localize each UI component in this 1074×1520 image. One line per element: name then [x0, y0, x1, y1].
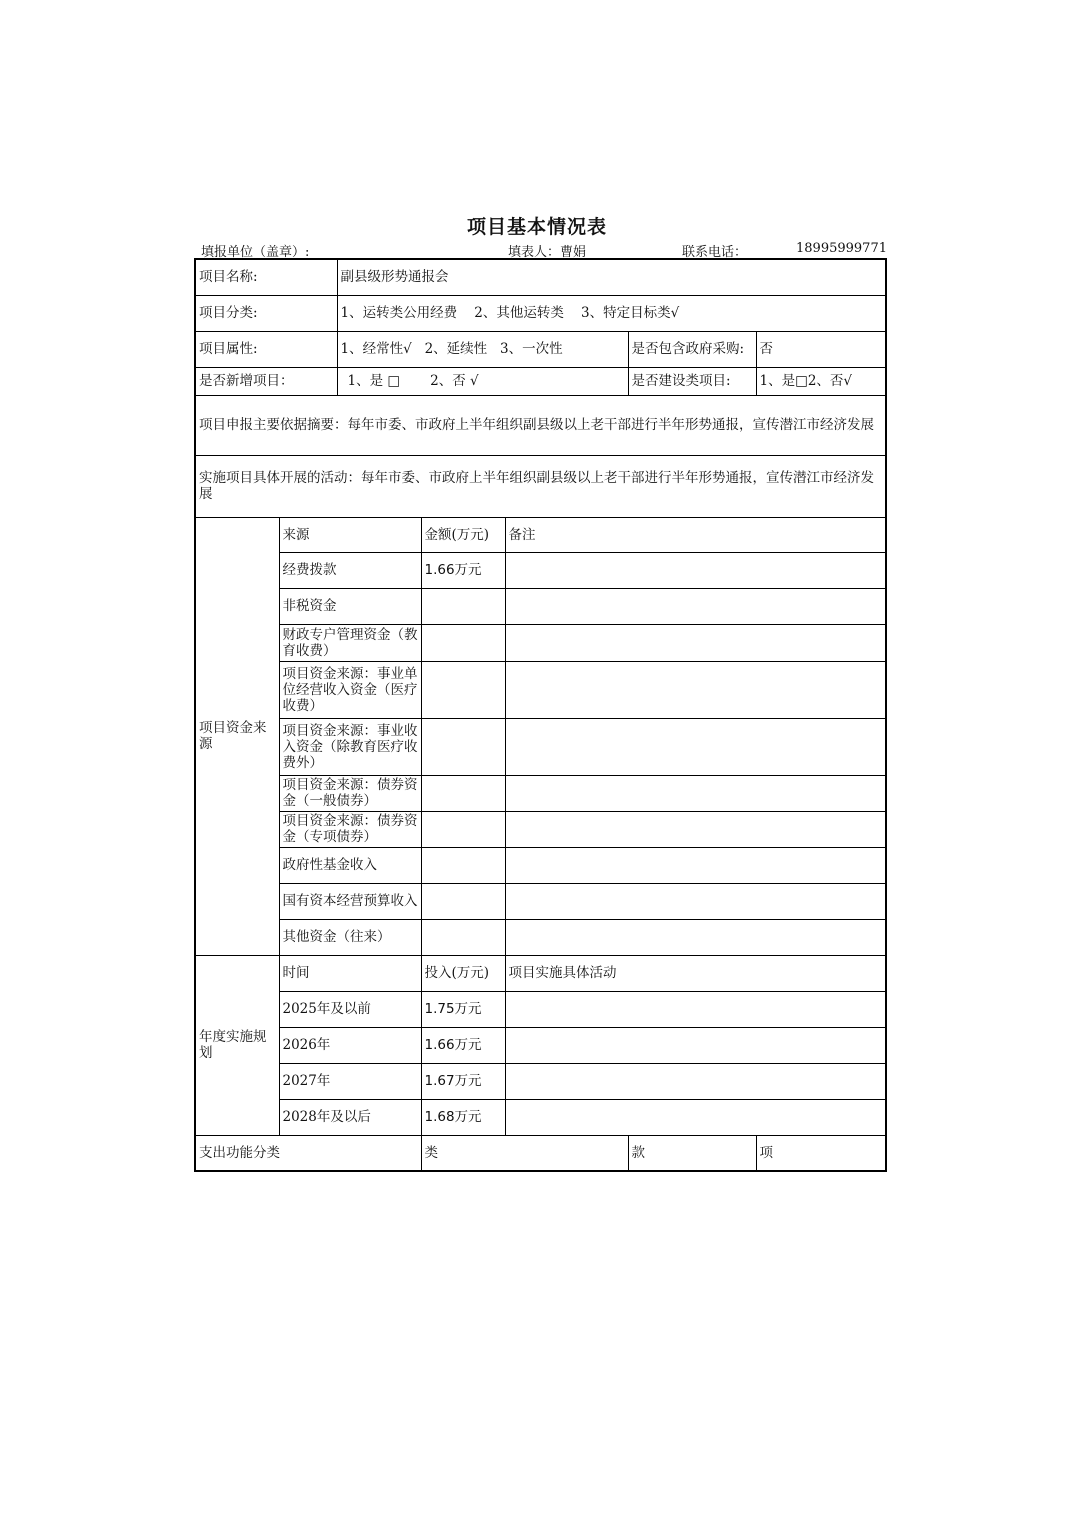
funding-amount	[421, 588, 505, 624]
plan-row	[195, 1027, 886, 1063]
plan-amount: 1.66万元	[421, 1027, 505, 1063]
procurement-value: 否	[756, 331, 886, 367]
funding-source: 非税资金	[279, 588, 421, 624]
plan-time: 2028年及以后	[279, 1099, 421, 1135]
funding-amount	[421, 661, 505, 718]
plan-activity	[505, 991, 886, 1027]
phone-value: 18995999771	[796, 241, 887, 256]
plan-header-row	[195, 955, 886, 991]
plan-amount: 1.75万元	[421, 991, 505, 1027]
construction-label: 是否建设类项目:	[628, 367, 756, 395]
plan-header-amount: 投入(万元)	[421, 955, 505, 991]
funding-note	[505, 552, 886, 588]
plan-time: 2025年及以前	[279, 991, 421, 1027]
funding-row	[195, 624, 886, 661]
project-name-label: 项目名称:	[195, 259, 337, 295]
new-project-value: 1、是 □ 2、否 √	[337, 367, 628, 395]
funding-amount	[421, 811, 505, 847]
project-category-value: 1、运转类公用经费 2、其他运转类 3、特定目标类√	[337, 295, 886, 331]
funding-header-amount: 金额(万元)	[421, 517, 505, 552]
procurement-label: 是否包含政府采购:	[628, 331, 756, 367]
funding-note	[505, 847, 886, 883]
funding-amount	[421, 847, 505, 883]
funding-header-source: 来源	[279, 517, 421, 552]
funding-note	[505, 588, 886, 624]
plan-amount: 1.67万元	[421, 1063, 505, 1099]
funding-amount: 1.66万元	[421, 552, 505, 588]
funding-amount	[421, 718, 505, 775]
row-project-attribute	[195, 331, 886, 367]
plan-time: 2027年	[279, 1063, 421, 1099]
funding-amount	[421, 919, 505, 955]
expenditure-class: 类	[421, 1135, 628, 1171]
row-activities	[195, 455, 886, 517]
unit-label: 填报单位（盖章）:	[201, 245, 310, 260]
funding-header-row	[195, 517, 886, 552]
funding-row	[195, 552, 886, 588]
activities-text: 实施项目具体开展的活动：每年市委、市政府上半年组织副县级以上老干部进行半年形势通报，宣传潜江市经济发展	[195, 455, 886, 517]
funding-row	[195, 661, 886, 718]
plan-section-label: 年度实施规划	[195, 955, 279, 1135]
project-attribute-label: 项目属性:	[195, 331, 337, 367]
funding-source: 项目资金来源：债券资金（一般债券）	[279, 775, 421, 811]
plan-header-activity: 项目实施具体活动	[505, 955, 886, 991]
row-new-project	[195, 367, 886, 395]
funding-note	[505, 718, 886, 775]
project-name-value: 副县级形势通报会	[337, 259, 886, 295]
basis-text: 项目申报主要依据摘要：每年市委、市政府上半年组织副县级以上老干部进行半年形势通报，宣传潜江市经济发展	[195, 395, 886, 455]
funding-amount	[421, 883, 505, 919]
funding-note	[505, 811, 886, 847]
funding-amount	[421, 624, 505, 661]
expenditure-row	[195, 1135, 886, 1171]
funding-row	[195, 811, 886, 847]
expenditure-item: 项	[756, 1135, 886, 1171]
plan-row	[195, 991, 886, 1027]
funding-row	[195, 775, 886, 811]
row-project-category	[195, 295, 886, 331]
funding-note	[505, 624, 886, 661]
plan-header-time: 时间	[279, 955, 421, 991]
funding-note	[505, 919, 886, 955]
funding-source: 其他资金（往来）	[279, 919, 421, 955]
funding-note	[505, 883, 886, 919]
funding-row	[195, 883, 886, 919]
funding-source: 经费拨款	[279, 552, 421, 588]
filler-label: 填表人：曹娟	[508, 245, 587, 260]
funding-source: 项目资金来源：事业收入资金（除教育医疗收费外）	[279, 718, 421, 775]
expenditure-section: 款	[628, 1135, 756, 1171]
row-basis	[195, 395, 886, 455]
funding-row	[195, 847, 886, 883]
funding-section-label: 项目资金来源	[195, 517, 279, 955]
funding-row	[195, 588, 886, 624]
project-attribute-value: 1、经常性√ 2、延续性 3、一次性	[337, 331, 628, 367]
row-project-name	[195, 259, 886, 295]
funding-source: 财政专户管理资金（教育收费）	[279, 624, 421, 661]
construction-value: 1、是□2、否√	[756, 367, 886, 395]
funding-note	[505, 661, 886, 718]
funding-source: 项目资金来源：债券资金（专项债券）	[279, 811, 421, 847]
funding-note	[505, 775, 886, 811]
plan-amount: 1.68万元	[421, 1099, 505, 1135]
new-project-label: 是否新增项目：	[195, 367, 337, 395]
funding-source: 国有资本经营预算收入	[279, 883, 421, 919]
funding-source: 政府性基金收入	[279, 847, 421, 883]
plan-activity	[505, 1063, 886, 1099]
phone-label: 联系电话：	[682, 245, 748, 260]
funding-source: 项目资金来源：事业单位经营收入资金（医疗收费）	[279, 661, 421, 718]
funding-header-note: 备注	[505, 517, 886, 552]
expenditure-label: 支出功能分类	[195, 1135, 421, 1171]
project-category-label: 项目分类:	[195, 295, 337, 331]
project-info-table	[194, 258, 887, 1172]
funding-row	[195, 718, 886, 775]
plan-time: 2026年	[279, 1027, 421, 1063]
funding-amount	[421, 775, 505, 811]
plan-activity	[505, 1099, 886, 1135]
funding-row	[195, 919, 886, 955]
plan-row	[195, 1099, 886, 1135]
plan-activity	[505, 1027, 886, 1063]
page-title: 项目基本情况表	[466, 216, 607, 238]
plan-row	[195, 1063, 886, 1099]
